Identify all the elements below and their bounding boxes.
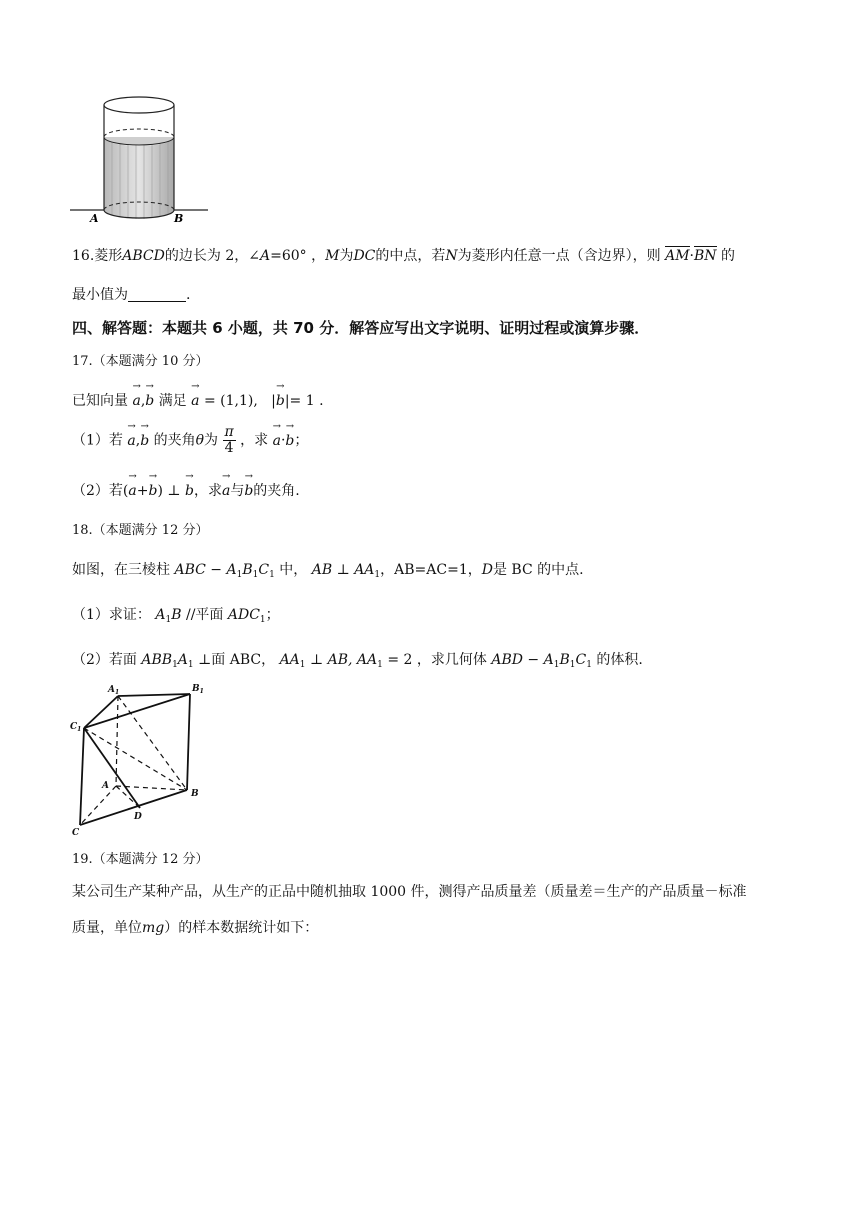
question-17-part-1: （1）若 a →,b → 的夹角θ为 $\frac{\pi}{4}$ ，求 a →·b →； bbox=[72, 425, 308, 456]
fraction-pi-over-4: $\frac{\pi}{4}$ bbox=[224, 424, 234, 456]
question-16-line-1: 16.菱形ABCD的边长为 2，∠A=60° ，M为DC的中点，若N为菱形内任意一点（含边界），则 AM·BN 的 bbox=[72, 248, 735, 264]
question-19-line-1: 某公司生产某种产品，从生产的正品中随机抽取 1000 件，测得产品质量差（质量差＝生产的产品质量－标准 bbox=[72, 884, 747, 900]
question-16-line-2: 最小值为 . bbox=[72, 287, 191, 303]
vertex-c1-label: $C_1$ bbox=[70, 722, 82, 733]
vertex-d-label: D bbox=[134, 812, 142, 822]
question-17-header: 17.（本题满分 10 分） bbox=[72, 354, 209, 369]
cylinder-figure bbox=[68, 95, 218, 225]
question-18-part-2: （2）若面 $ABB_1A_1$ ⊥面 ABC， $AA_1$ ⊥ AB, $AA_1 = 2$ ，求几何体 ABD − $A_1B_1C_1$ 的体积. bbox=[72, 652, 643, 670]
vertex-b-label: B bbox=[191, 789, 199, 799]
prism-figure bbox=[66, 680, 216, 840]
vector-am: AM bbox=[665, 248, 690, 264]
question-19-header: 19.（本题满分 12 分） bbox=[72, 852, 209, 867]
question-17-part-2: （2）若(a →+b →) ⊥ b →，求a →与b →的夹角. bbox=[72, 480, 300, 500]
question-18-part-1: （1）求证： $A_1B$ //平面 $ADC_1$； bbox=[72, 607, 280, 625]
section-heading: 四、解答题：本题共 6 小题，共 70 分．解答应写出文字说明、证明过程或演算步骤． bbox=[72, 319, 650, 337]
question-18-intro: 如图，在三棱柱 ABC − $A_1B_1C_1$ 中， AB ⊥ $AA_1$，AB=AC=1，D是 BC 的中点. bbox=[72, 562, 584, 580]
vector-bn: BN bbox=[693, 248, 717, 264]
point-b-label: B bbox=[174, 212, 184, 225]
question-19-line-2: 质量，单位mg）的样本数据统计如下： bbox=[72, 920, 319, 936]
vertex-c-label: C bbox=[72, 828, 80, 838]
question-17-intro: 已知向量 a →,b → 满足 a → = (1,1), |b →|= 1 . bbox=[72, 390, 324, 410]
vertex-b1-label: $B_1$ bbox=[192, 684, 204, 695]
vertex-a-label: A bbox=[102, 781, 109, 791]
answer-blank bbox=[128, 287, 186, 302]
point-a-label: A bbox=[90, 212, 99, 225]
question-18-header: 18.（本题满分 12 分） bbox=[72, 523, 209, 538]
vertex-a1-label: $A_1$ bbox=[108, 685, 120, 696]
